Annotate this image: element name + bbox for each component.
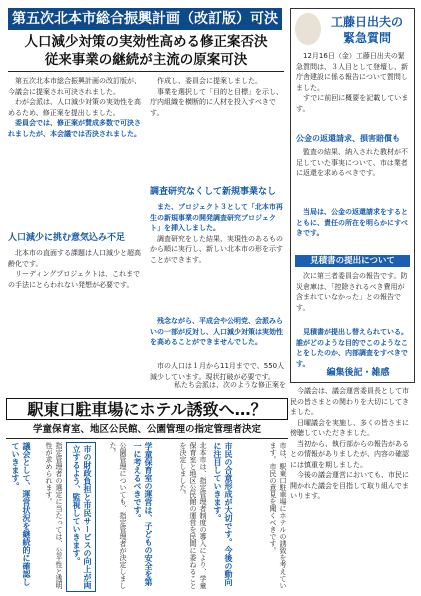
mid-column-middle bbox=[150, 202, 286, 312]
vertical-article bbox=[6, 442, 288, 592]
box-paragraphs-1 bbox=[296, 51, 410, 129]
portrait-image bbox=[295, 13, 321, 45]
emergency-question-box bbox=[290, 8, 415, 383]
paragraph: 私たち会派は、次のような修正案を bbox=[174, 381, 286, 389]
paragraph-highlight: 委員会では、修正案が賛成多数で可決されましたが、本会議では否決されました。 bbox=[8, 119, 141, 138]
article-highlight: 市民の合意形成が大切です。今後の動向に注目していきます。 bbox=[213, 442, 233, 586]
left-column-top bbox=[8, 76, 144, 224]
paragraph: 12月16日（金）工藤日出夫の緊急質問は、３人目として登壇し、新庁舎建設に係る報告について質問しました。 bbox=[296, 52, 408, 92]
box-paragraphs-2 bbox=[296, 147, 410, 205]
left-column-bottom bbox=[8, 248, 144, 378]
article-highlight: 学童保育室の運営は、子どもの安全を第一に考えるべきです。 bbox=[133, 442, 153, 586]
paragraph: リーディングプロジェクトは、これまでの手法にとらわれない発想が必要です。 bbox=[8, 270, 141, 289]
paragraph: 今後の議会運営においても、市民に開かれた議会を目指して取り組んでまいります。 bbox=[290, 471, 409, 500]
box-paragraphs-3 bbox=[296, 271, 410, 327]
box-blue-bar: 見積書の提出について bbox=[295, 255, 410, 267]
paragraph: 当初から、執行部からの報告があるとの情報がありましたが、内容の確認には慎重を期しました。 bbox=[290, 439, 409, 469]
paragraph: 調査研究をした結果、実現性のあるものから順に実行し、新しい北本市の形を示すことができます。 bbox=[150, 234, 283, 264]
paragraph: 作成し、委員会に提案しました。 bbox=[157, 77, 262, 85]
subheading-2: 調査研究なくして新規事業なし bbox=[150, 187, 277, 197]
mid-highlight bbox=[150, 316, 286, 360]
paragraph-highlight: 残念ながら、平成会や公明党、会派みらいの一部が反対し、人口減少対策は実効性を高めることができませんでした。 bbox=[150, 317, 283, 346]
box-highlight-2 bbox=[296, 327, 410, 367]
hotel-subheadline: 学童保育室、地区公民館、公園管理の指定管理者決定 bbox=[32, 424, 261, 435]
paragraph-highlight: 当局は、公金の返還請求をするとともに、責任の所在を明らかにすべきです。 bbox=[296, 208, 408, 237]
headline-2: 従来事業の継続が主流の原案可決 bbox=[44, 52, 248, 68]
paragraph: 北本市の直面する課題は人口減少と超高齢化です。 bbox=[8, 249, 141, 268]
paragraph: わが会派は、人口減少対策の実効性を高めるため、修正案を提出しました。 bbox=[8, 98, 141, 117]
article-text: 公園管理についても、指定管理者が決定しました。 bbox=[109, 442, 127, 589]
box-highlight-1 bbox=[296, 207, 410, 253]
paragraph: 今議会は、議会運営委員長として市民の皆さまとの関わりを大切にしてきました。 bbox=[290, 387, 409, 416]
title-banner: 第五次北本市総合振興計画（改訂版）可決 bbox=[8, 8, 282, 30]
paragraph: 第五次北本市総合振興計画の改訂版が、今議会に提案され可決されました。 bbox=[8, 77, 141, 96]
mid-column-top bbox=[150, 76, 286, 186]
paragraph-highlight: また、プロジェクト３として「北本市再生の新規事業の開発調査研究プロジェクト」を挿入しました。 bbox=[150, 203, 283, 232]
article-text: 指定管理者の選定に当たっては、公平性と透明性が求められます。 bbox=[45, 442, 63, 589]
box-title-2: 緊急質問 bbox=[342, 31, 391, 45]
article-boxed-text: 市の財政負担と市民サービスの向上が両立するよう、監視していきます。 bbox=[66, 442, 96, 592]
paragraph: 市の人口は１月から11月までで、550人減少しています。現状打破が必要です。 bbox=[150, 362, 285, 381]
closing-line bbox=[8, 380, 286, 392]
subheading-1: 人口減少に挑む意気込み不足 bbox=[8, 233, 126, 243]
editor-note-heading: 編集後記・雑感 bbox=[326, 368, 390, 378]
article-text: 北本市は、指定管理者制度の導入により、学童保育室と地区公民館の運営を民間に委ねることを決定しました。 bbox=[179, 442, 207, 589]
paragraph-highlight: 見積書が提出し替えられている。誰がどのような目的でこのようなことをしたのか、内部調査をすべきです。 bbox=[296, 328, 408, 367]
headline-1: 人口減少対策の実効性高める修正案否決 bbox=[24, 34, 268, 50]
paragraph: 事業を選択して「目的と目標」を示し、庁内組織を横断的に人材を投入すべきです。 bbox=[150, 87, 283, 117]
paragraph: 監査の結果、納入された教材が不足していた事実について、市は業者に返還を求めるべきです。 bbox=[296, 148, 408, 177]
divider bbox=[6, 438, 288, 439]
paragraph: 日曜議会を実施し、多くの皆さまに傍聴していただきました。 bbox=[290, 418, 409, 437]
divider bbox=[8, 71, 284, 72]
hotel-headline: 駅東口駐車場にホテル誘致へ…？ bbox=[6, 398, 288, 420]
editor-note bbox=[290, 386, 415, 590]
article-text: 市は、駅東口駐車場にホテルの誘致を考えています。市民の意見を聞くべきです。 bbox=[269, 442, 287, 589]
box-title-1: 工藤日出夫の bbox=[330, 15, 403, 29]
box-subheading: 公金の返還請求、損害賠償も bbox=[296, 134, 400, 143]
paragraph: すでに前回に概要を記載しています。 bbox=[296, 94, 409, 113]
paragraph: 次に第三者委員会の報告です。防災倉庫は、「控除されるべき費用が含まれていなかった」との報告です。 bbox=[296, 272, 408, 312]
article-highlight: 議会として、運営状況を継続的に確認していきます。 bbox=[11, 442, 31, 586]
